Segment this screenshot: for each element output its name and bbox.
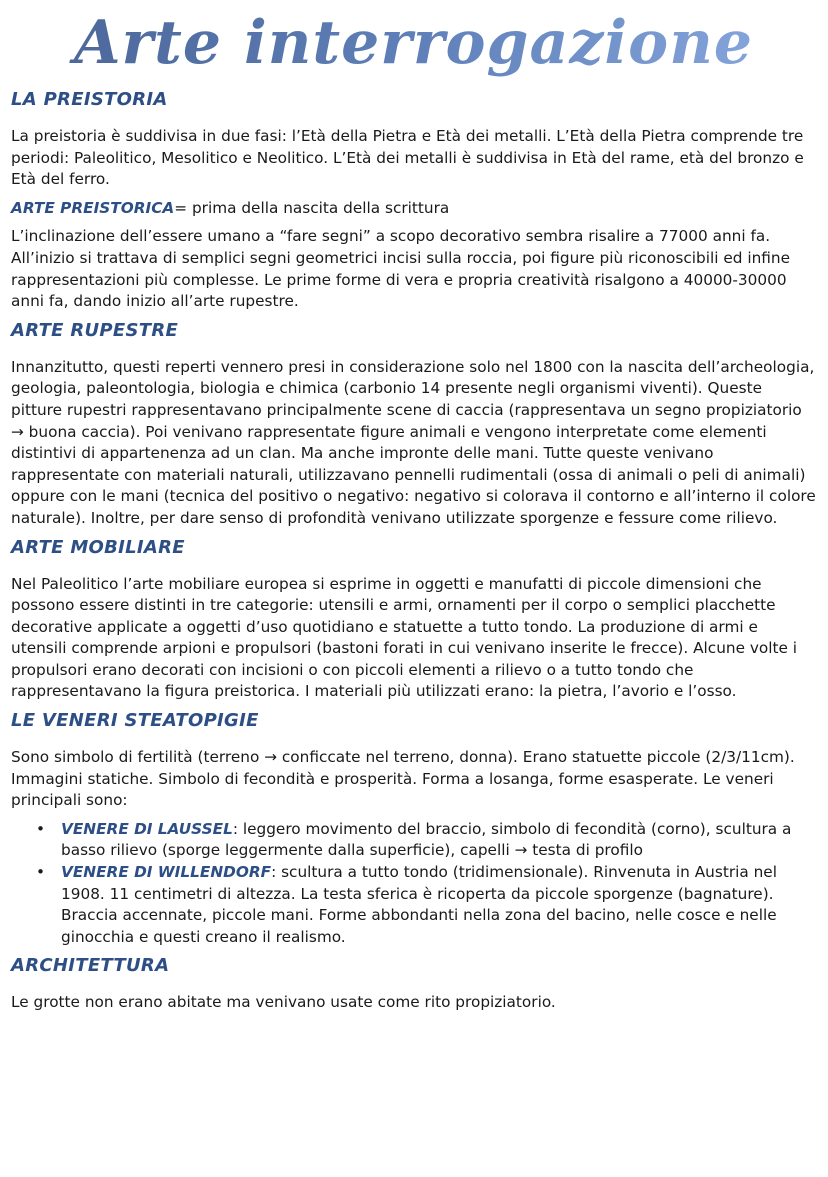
venere-name: VENERE DI WILLENDORF — [61, 863, 272, 882]
section-veneri — [11, 709, 816, 948]
veneri-list — [11, 819, 816, 949]
section-heading-preistoria: LA PREISTORIA — [11, 89, 168, 110]
bullet-icon: • — [36, 863, 46, 882]
section-heading-mobiliare: ARTE MOBILIARE — [11, 536, 185, 558]
list-item — [36, 819, 816, 862]
paragraph: L’inclinazione dell’essere umano a “fare segni” a scopo decorativo sembra risalire a 77000 anni fa. All’inizio si trattava di semplici segni geometrici incisi sulla roccia, poi figure più riconoscibili ed infine rappresentazioni più complesse. Le prime forme di vera e propria creatività risalgono a 40000-30000 anni fa, dando inizio all’arte rupestre. — [11, 227, 791, 311]
bullet-icon: • — [36, 819, 46, 838]
document-page — [0, 6, 828, 1177]
paragraph: Innanzitutto, questi reperti vennero presi in considerazione solo nel 1800 con la nascita dell’archeologia, geologia, paleontologia, biologia e chimica (carbonio 14 presente negli organismi viventi). Queste pitture rupestri rappresentavano principalmente scene di caccia (rappresentava un segno propiziatorio → buona caccia). Poi venivano rappresentate figure animali e vengono interpretate come elementi distintivi di appartenenza ad un clan. Ma anche impronte delle mani. Tutte queste venivano rappresentate con materiali naturali, utilizzavano pennelli rudimentali (ossa di animali o peli di animali) oppure con le mani (tecnica del positivo o negativo: negativo si colorava il contorno e all’interno il colore naturale). Inoltre, per dare senso di profondità venivano utilizzate sporgenze e fessure come rilievo. — [11, 357, 816, 527]
arte-preistorica-definition — [11, 198, 816, 220]
section-heading-architettura: ARCHITETTURA — [11, 955, 170, 977]
venere-name: VENERE DI LAUSSEL — [61, 819, 233, 838]
section-mobiliare — [11, 536, 816, 704]
paragraph: Nel Paleolitico l’arte mobiliare europea si esprime in oggetti e manufatti di piccole dimensioni che possono essere distinti in tre categorie: utensili e armi, ornamenti per il corpo o semplici placchette decorative applicate a oggetti d’uso quotidiano e statuette a tutto tondo. La produzione di armi e utensili comprende arpioni e propulsori (bastoni forati in cui venivano inserite le frecce). Alcune volte i propulsori erano decorati con incisioni o con piccoli elementi a rilievo o a tutto tondo che rappresentavano la figura preistorica. I materiali più utilizzati erano: la pietra, l’avorio e l’osso. — [11, 574, 798, 701]
section-heading-rupestre: ARTE RUPESTRE — [11, 319, 179, 341]
paragraph: La preistoria è suddivisa in due fasi: l’Età della Pietra e Età dei metalli. L’Età della Pietra comprende tre periodi: Paleolitico, Mesolitico e Neolitico. L’Età dei metalli è suddivisa in Età del rame, età del bronzo e Età del ferro. — [11, 127, 804, 189]
venere-description: : leggero movimento del braccio, simbolo di fecondità (corno), scultura a basso rilievo (sporge leggermente dalla superficie), capelli → testa di profilo — [61, 819, 792, 860]
paragraph: Sono simbolo di fertilità (terreno → conficcate nel terreno, donna). Erano statuette piccole (2/3/11cm). Immagini statiche. Simbolo di fecondità e prosperità. Forma a losanga, forme esasperate. Le veneri principali sono: — [11, 748, 795, 810]
section-preistoria — [11, 88, 816, 313]
list-item — [36, 862, 816, 948]
section-rupestre — [11, 319, 816, 530]
definition-text: = prima della nascita della scrittura — [174, 198, 450, 217]
page-title: Arte interrogazione — [11, 6, 816, 80]
paragraph: Le grotte non erano abitate ma venivano usate come rito propiziatorio. — [11, 993, 556, 1012]
venere-description: : scultura a tutto tondo (tridimensionale). Rinvenuta in Austria nel 1908. 11 centimetri di altezza. La testa sferica è ricoperta da piccole sporgenze (bagnature). Braccia accennate, piccole mani. Forme abbondanti nella zona del bacino, nelle cosce e nelle ginocchia e questi creano il realismo. — [61, 863, 777, 946]
section-architettura — [11, 954, 816, 1014]
section-heading-veneri: LE VENERI STEATOPIGIE — [11, 710, 259, 732]
keyword-arte-preistorica: ARTE PREISTORICA — [11, 198, 175, 217]
